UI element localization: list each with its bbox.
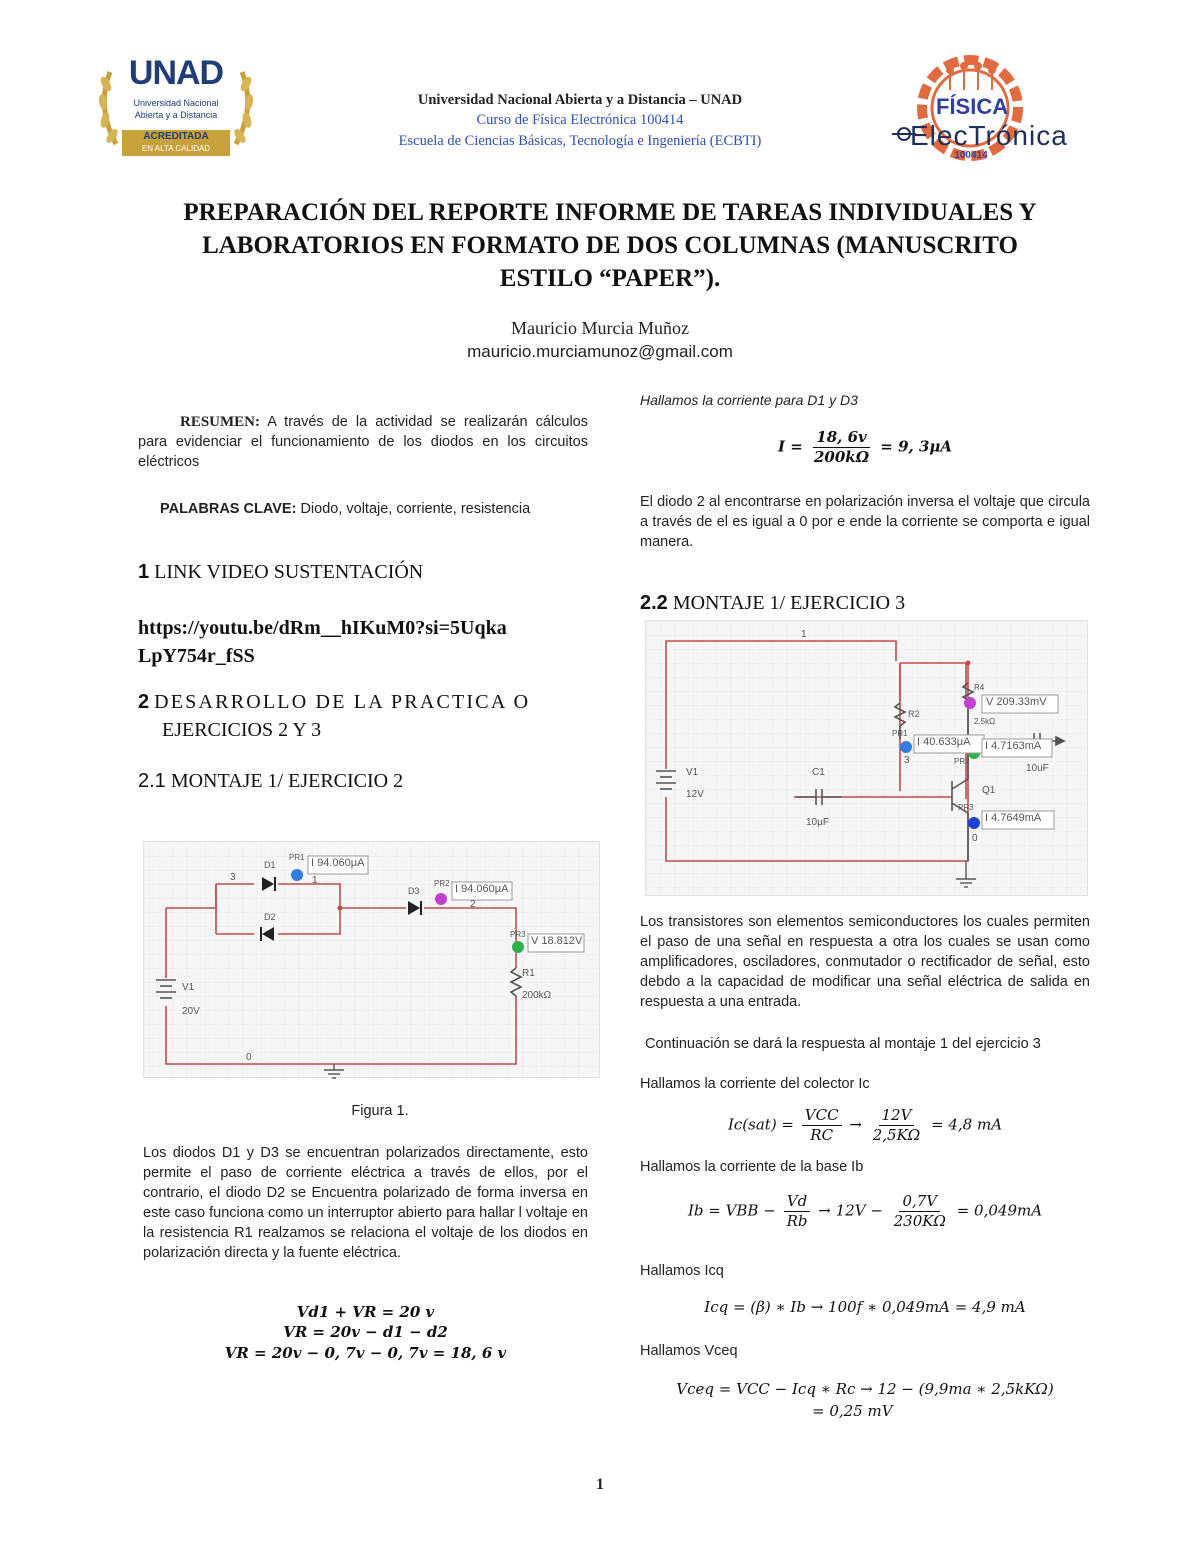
abstract	[138, 412, 588, 472]
equation-ic	[640, 1106, 1090, 1145]
c2-pr3-label: PR3	[958, 803, 974, 812]
c1-v1-label: V1	[182, 982, 195, 993]
c1-pr1-label: PR1	[289, 853, 305, 862]
ib-num2: 0,7V	[899, 1192, 940, 1212]
header-school: Escuela de Ciencias Básicas, Tecnología e Ingeniería (ECBTI)	[398, 133, 762, 149]
figure-1-caption: Figura 1.	[351, 1103, 409, 1119]
keywords	[160, 499, 590, 519]
author-email: mauricio.murciamunoz@gmail.com	[467, 342, 733, 361]
circuit-1-schematic	[143, 841, 600, 1078]
unad-logo-badge2: EN ALTA CALIDAD	[141, 144, 211, 153]
icq-intro: Hallamos Icq	[640, 1263, 724, 1279]
header-university: Universidad Nacional Abierta y a Distancia – UNAD	[417, 92, 743, 108]
author-name: Mauricio Murcia Muñoz	[511, 318, 689, 338]
paper-title-line3: ESTILO “PAPER”).	[499, 265, 721, 292]
c1-node2: 2	[470, 899, 476, 910]
equation-vceq-line2: = 0,25 mV	[812, 1402, 893, 1420]
page-number: 1	[596, 1476, 604, 1493]
c1-node0: 0	[246, 1052, 252, 1063]
c2-pr2-label: PR2	[954, 757, 970, 766]
ic-den1: RC	[810, 1126, 834, 1144]
unad-logo	[96, 52, 256, 160]
probe-pr2-icon	[435, 893, 447, 905]
c1-pr2-label: PR2	[434, 879, 450, 888]
paper-title-line2: LABORATORIOS EN FORMATO DE DOS COLUMNAS (MANUSCRITO	[202, 232, 1018, 259]
ib-intro: Hallamos la corriente de la base Ib	[640, 1159, 864, 1175]
equation-ib	[640, 1192, 1090, 1231]
continuation-text: Continuación se dará la respuesta al montaje 1 del ejercicio 3	[645, 1036, 1041, 1052]
diodes-paragraph: Los diodos D1 y D3 se encuentran polarizados directamente, esto permite el paso de corriente eléctrica a través de ellos, por el contrario, el diodo D2 se Encuentra polarizado de forma inversa en este caso funciona como un interruptor abierto para hallar l voltaje en la resistencia R1 realzamos se relaciona el voltaje de los diodos en polarización directa y la fuente eléctrica.	[143, 1145, 588, 1261]
section-2-1-number: 2.1	[138, 770, 166, 792]
c2-node0: 0	[972, 833, 978, 844]
c2-v1-value: 12V	[686, 789, 704, 800]
c2-probe-v: V 209.33mV	[986, 696, 1047, 708]
unad-logo-line1: Universidad Nacional	[133, 98, 219, 108]
eq-i-lhs: I =	[777, 437, 803, 456]
probe-blue2-icon	[968, 817, 980, 829]
ic-den2: 2,5KΩ	[872, 1126, 921, 1144]
circuit-1-drawing	[144, 842, 601, 1079]
section-2-title-line1: DESARROLLO DE LA PRACTICA O	[154, 691, 531, 713]
c1-probe1-value: I 94.060μA	[311, 857, 365, 869]
c1-r1-label: R1	[522, 968, 535, 979]
paper-title-line1: PREPARACIÓN DEL REPORTE INFORME DE TAREAS INDIVIDUALES Y	[183, 199, 1037, 226]
ib-num1: Vd	[784, 1192, 810, 1212]
section-2-2-number: 2.2	[640, 592, 668, 614]
c1-d2-label: D2	[264, 912, 276, 922]
c1-d1-label: D1	[264, 860, 276, 870]
ic-lhs: Ic(sat) =	[727, 1115, 795, 1134]
fisica-logo-code: 100414	[954, 150, 988, 161]
c2-node3: 3	[904, 755, 910, 766]
unad-logo-line2: Abierta y a Distancia	[134, 110, 218, 120]
section-2-2-title: MONTAJE 1/ EJERCICIO 3	[672, 592, 906, 614]
c2-v1-label: V1	[686, 767, 699, 778]
ic-rhs: = 4,8 mA	[931, 1115, 1003, 1134]
unad-logo-text: UNAD	[128, 54, 224, 92]
ib-den1: Rb	[786, 1212, 808, 1230]
equation-3: VR = 20v − 0, 7v − 0, 7v = 18, 6 v	[224, 1344, 507, 1362]
c1-probe3-value: V 18.812V	[531, 935, 583, 947]
c2-c1-value: 10μF	[806, 817, 829, 828]
c1-probe2-value: I 94.060μA	[455, 883, 509, 895]
c2-q1-label: Q1	[982, 785, 996, 796]
vceq-intro: Hallamos Vceq	[640, 1343, 738, 1359]
c2-r2-label: R2	[908, 709, 920, 719]
section-1-title: LINK VIDEO SUSTENTACIÓN	[154, 561, 424, 583]
section-2-1-title: MONTAJE 1/ EJERCICIO 2	[170, 770, 404, 792]
fisica-logo-word1: FÍSICA	[936, 94, 1009, 119]
eq-i-denominator: 200kΩ	[814, 448, 870, 466]
circuit-2-schematic	[645, 620, 1088, 896]
probe-pr1-icon	[291, 869, 303, 881]
d2-paragraph: El diodo 2 al encontrarse en polarización inversa el voltaje que circula a través de el es igual a 0 por e ende la corriente se comporta e igual manera.	[640, 494, 1090, 550]
current-intro: Hallamos la corriente para D1 y D3	[640, 392, 858, 408]
header-course: Curso de Física Electrónica 100414	[476, 112, 684, 128]
c2-c2-value: 10uF	[1026, 763, 1049, 774]
probe-magenta-icon	[964, 697, 976, 709]
ic-num2: 12V	[879, 1106, 915, 1126]
video-link-line2[interactable]: LpY754r_fSS	[138, 645, 255, 667]
c1-node1: 1	[312, 875, 318, 886]
section-2-2-heading	[640, 592, 905, 615]
keywords-label: PALABRAS CLAVE:	[160, 501, 297, 517]
ib-mid: → 12V −	[818, 1201, 883, 1220]
c2-c1-label: C1	[812, 767, 825, 778]
ib-den2: 230KΩ	[893, 1212, 946, 1230]
c1-d3-label: D3	[408, 886, 420, 896]
unad-logo-badge1: ACREDITADA	[143, 131, 209, 142]
section-2-1-heading	[138, 770, 403, 793]
c1-pr3-label: PR3	[510, 930, 526, 939]
video-link[interactable]	[138, 614, 598, 670]
abstract-label: RESUMEN:	[180, 414, 261, 430]
transistor-paragraph: Los transistores son elementos semiconductores los cuales permiten el paso de una señal en respuesta a otra los cuales se usan como amplificadores, osciladores, conmutador o rectificador de señal, esto debdo a la capacidad de modificar una señal eléctrica de salida en respuesta a una entrada.	[640, 914, 1090, 1010]
c2-r4-label: R4	[974, 683, 985, 692]
section-1-number: 1	[138, 561, 150, 583]
abstract-text: A través de la actividad se realizarán cálculos para evidenciar el funcionamiento de los diodos en los circuitos eléctricos	[138, 414, 588, 470]
equation-1: Vd1 + VR = 20 v	[296, 1303, 435, 1321]
section-2-title-line2: EJERCICIOS 2 Y 3	[162, 719, 322, 741]
equation-vceq-line1: Vceq = VCC − Icq ∗ Rc → 12 − (9,9ma ∗ 2,5kKΩ)	[676, 1380, 1054, 1398]
ib-lhs: Ib = VBB −	[687, 1201, 776, 1220]
section-2-number: 2	[138, 691, 150, 713]
c1-v1-value: 20V	[182, 1006, 200, 1017]
c2-probe-i3: I 4.7649mA	[985, 812, 1042, 824]
c2-node1: 1	[801, 629, 807, 640]
probe-pr3-icon	[512, 941, 524, 953]
keywords-text: Diodo, voltaje, corriente, resistencia	[300, 501, 531, 517]
circuit-2-drawing	[646, 621, 1089, 897]
probe-blue-icon	[900, 741, 912, 753]
fisica-electronica-logo	[888, 50, 1088, 168]
c1-r1-value: 200kΩ	[522, 990, 552, 1001]
ic-intro: Hallamos la corriente del colector Ic	[640, 1076, 870, 1092]
equation-2: VR = 20v − d1 − d2	[283, 1323, 448, 1341]
c2-r4-value: 2.5kΩ	[974, 717, 996, 726]
ic-num1: VCC	[802, 1106, 842, 1126]
eq-i-rhs: = 9, 3μA	[880, 437, 953, 456]
equation-icq: Icq = (β) ∗ Ib → 100f ∗ 0,049mA = 4,9 mA	[704, 1298, 1026, 1316]
ic-arrow: →	[849, 1115, 862, 1134]
eq-i-numerator: 18, 6v	[813, 428, 869, 448]
section-1-heading	[138, 561, 423, 584]
ib-rhs: = 0,049mA	[956, 1201, 1043, 1220]
c1-node3: 3	[230, 872, 236, 883]
section-2-heading	[138, 688, 588, 744]
c2-probe-i1: I 40.633μA	[917, 736, 971, 748]
video-link-line1[interactable]: https://youtu.be/dRm__hIKuM0?si=5Uqka	[138, 617, 507, 639]
fisica-logo-word2: ElecTrónica	[910, 120, 1068, 151]
c2-probe-i2: I 4.7163mA	[985, 740, 1042, 752]
equation-current-i	[640, 428, 1090, 467]
c2-pr1-label: PR1	[892, 729, 908, 738]
